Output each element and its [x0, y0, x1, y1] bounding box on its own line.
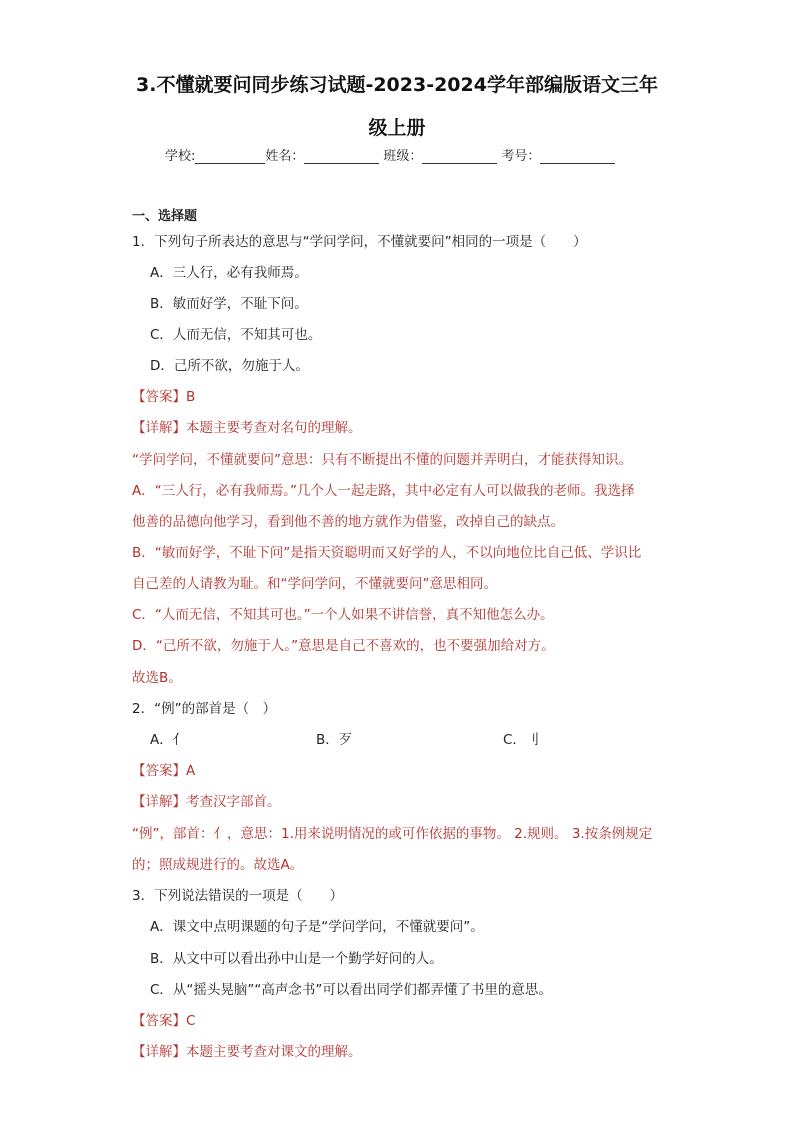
answer-value: B [186, 389, 196, 405]
detail-text: 本题主要考查对课文的理解。 [186, 1044, 362, 1060]
q3-detail [132, 1043, 362, 1061]
answer-tag: 【答案】 [132, 1013, 186, 1029]
q2-option-c: C．刂 [503, 732, 540, 748]
q1-explain-line: D．“己所不欲，勿施于人。”意思是自己不喜欢的，也不要强加给对方。 [132, 638, 555, 654]
page-title-line1: 3.不懂就要问同步练习试题-2023-2024学年部编版语文三年 [136, 74, 658, 96]
name-field[interactable] [304, 149, 379, 164]
q2-option-b: B．歹 [316, 732, 353, 748]
detail-tag: 【详解】 [132, 420, 186, 436]
q3-option-c: C．从“摇头晃脑”“高声念书”可以看出同学们都弄懂了书里的意思。 [150, 982, 552, 998]
q2-stem: 2．“例”的部首是（ ） [132, 701, 277, 717]
q1-explain-line: C．“人而无信，不知其可也。”一个人如果不讲信誉，真不知他怎么办。 [132, 607, 554, 623]
school-label: 学校: [165, 149, 196, 164]
q3-answer [132, 1012, 195, 1030]
q3-option-a: A．课文中点明课题的句子是“学问学问，不懂就要问”。 [150, 919, 484, 935]
student-info-row [165, 145, 615, 164]
class-field[interactable] [422, 149, 497, 164]
q3-stem: 3．下列说法错误的一项是（ ） [132, 888, 344, 904]
q1-explain-line: 自己差的人请教为耻。和“学问学问，不懂就要问”意思相同。 [132, 576, 497, 592]
detail-tag: 【详解】 [132, 1044, 186, 1060]
q1-option-d: D．己所不欲，勿施于人。 [150, 358, 309, 374]
q1-option-a: A．三人行，必有我师焉。 [150, 265, 308, 281]
q2-detail [132, 793, 281, 811]
q1-answer [132, 388, 195, 406]
q1-stem: 1．下列句子所表达的意思与“学问学问，不懂就要问”相同的一项是（ ） [132, 234, 587, 250]
answer-tag: 【答案】 [132, 763, 186, 779]
q2-explain-line: 的；照成规进行的。故选A。 [132, 857, 304, 873]
q3-option-b: B．从文中可以看出孙中山是一个勤学好问的人。 [150, 951, 443, 967]
answer-value: C [186, 1013, 196, 1029]
q2-answer [132, 762, 195, 780]
q1-explain-line: 他善的品德向他学习，看到他不善的地方就作为借鉴，改掉自己的缺点。 [132, 514, 564, 530]
exam-number-field[interactable] [540, 149, 615, 164]
class-label: 班级： [383, 149, 423, 164]
answer-tag: 【答案】 [132, 389, 186, 405]
q1-explain-line: B．“敏而好学，不耻下问”是指天资聪明而又好学的人，不以向地位比自己低、学识比 [132, 545, 642, 561]
page-title-line2: 级上册 [368, 117, 426, 139]
q1-option-b: B．敏而好学，不耻下问。 [150, 296, 308, 312]
detail-text: 本题主要考查对名句的理解。 [186, 420, 362, 436]
q1-detail [132, 419, 362, 437]
q1-explain-line: “学问学问，不懂就要问”意思：只有不断提出不懂的问题并弄明白，才能获得知识。 [132, 452, 632, 468]
detail-tag: 【详解】 [132, 794, 186, 810]
exam-number-label: 考号： [501, 149, 541, 164]
section-heading: 一、选择题 [132, 209, 198, 224]
name-label: 姓名： [265, 149, 305, 164]
detail-text: 考查汉字部首。 [186, 794, 281, 810]
q2-option-a: A．亻 [150, 732, 187, 748]
school-field[interactable] [195, 149, 265, 164]
q1-explain-line: 故选B。 [132, 670, 182, 686]
q2-explain-line: “例”，部首：亻，意思：1.用来说明情况的或可作依据的事物。 2.规则。 3.按条例规定 [132, 826, 653, 842]
q1-explain-line: A．“三人行，必有我师焉。”几个人一起走路，其中必定有人可以做我的老师。我选择 [132, 483, 635, 499]
q1-option-c: C．人而无信，不知其可也。 [150, 327, 322, 343]
answer-value: A [186, 763, 196, 779]
